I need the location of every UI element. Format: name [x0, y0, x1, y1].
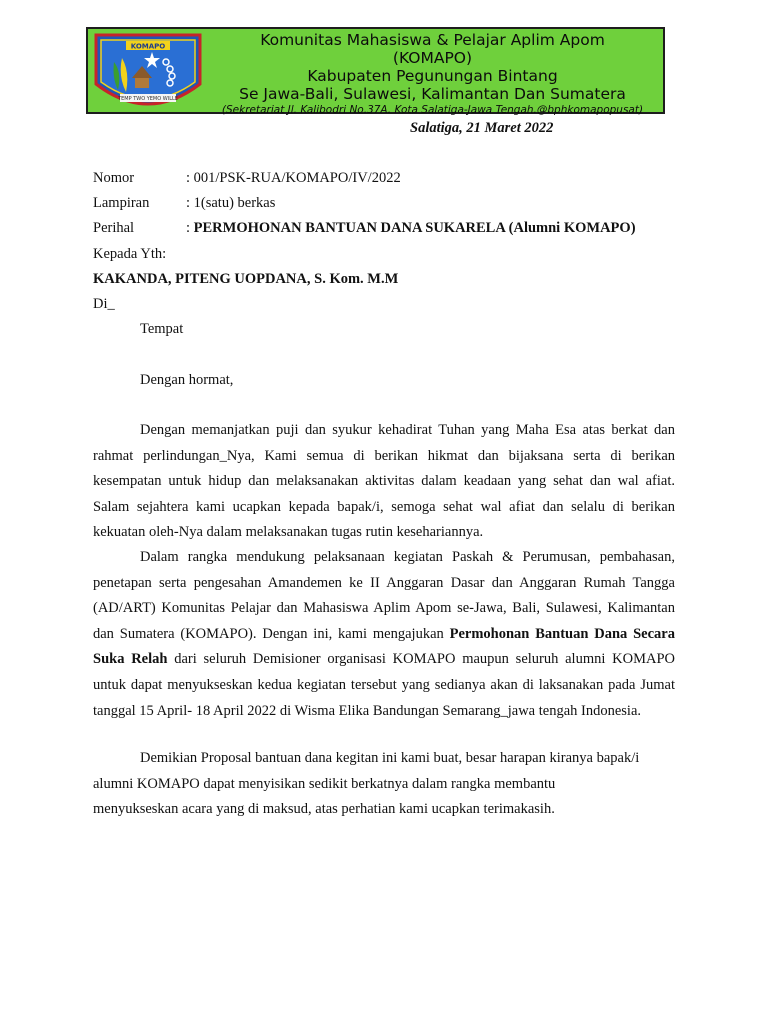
- lampiran-label: Lampiran: [93, 195, 150, 211]
- body-paragraph-1: Dengan memanjatkan puji dan syukur kehadirat Tuhan yang Maha Esa atas berkat dan rahmat perlindungan_Nya, Kami semua di berikan hikmat dan bijaksana serta di berikan kesempatan untuk hidup dan melaksanakan aktivitas dalam keadaan yang sehat dan wal afiat. Salam sejahtera kami ucapkan kepada bapak/i, semoga sehat wal afiat dan selalu di berikan kekuatan oleh-Nya dalam melaksanakan tugas rutin kesehariannya.: [93, 422, 675, 541]
- paragraph-2-text-a: Dalam rangka mendukung pelaksanaan kegiatan Paskah & Perumusan, pembahasan, penetapan serta pengesahan Amandemen ke II Anggaran Dasar dan Anggaran Rumah Tangga (AD/ART) Komunitas Pelajar dan Mahasiswa Aplim Apom se-Jawa, Bali, Sulawesi, Kalimantan dan Sumatera (KOMAPO). Dengan ini, kami mengajukan: [93, 549, 675, 642]
- letter-date: Salatiga, 21 Maret 2022: [410, 120, 554, 136]
- kepada-label: Kepada Yth:: [93, 246, 167, 262]
- nomor-label: Nomor: [93, 170, 135, 186]
- tempat-label: Tempat: [140, 321, 184, 337]
- perihal-row: [186, 220, 636, 237]
- perihal-label: Perihal: [93, 220, 135, 236]
- komapo-logo: [92, 32, 204, 110]
- nomor-value: : 001/PSK-RUA/KOMAPO/IV/2022: [186, 170, 401, 186]
- closing-line-2: alumni KOMAPO dapat menyisikan sedikit berkatnya dalam rangka membantu: [93, 776, 556, 792]
- body-paragraph-2: [93, 545, 675, 724]
- letterhead-banner: [86, 27, 665, 114]
- org-region: Kabupaten Pegunungan Bintang: [307, 67, 558, 85]
- logo-label: KOMAPO: [130, 42, 166, 51]
- recipient-name: KAKANDA, PITENG UOPDANA, S. Kom. M.M: [93, 271, 399, 287]
- logo-motto: TEMP TWO YEMO WILLE: [118, 96, 178, 102]
- greeting: Dengan hormat,: [140, 372, 234, 388]
- org-coverage: Se Jawa-Bali, Sulawesi, Kalimantan Dan Sumatera: [239, 85, 626, 103]
- lampiran-value: : 1(satu) berkas: [186, 195, 276, 211]
- di-label: Di_: [93, 296, 115, 312]
- perihal-value: PERMOHONAN BANTUAN DANA SUKARELA (Alumni KOMAPO): [193, 220, 636, 236]
- org-address: (Sekretariat Jl. Kalibodri No.37A. Kota Salatiga-Jawa Tengah.@bphkomapopusat): [221, 104, 644, 116]
- org-acronym: (KOMAPO): [392, 49, 473, 67]
- perihal-colon: :: [186, 220, 194, 236]
- letterhead-text: [206, 31, 659, 117]
- org-name: Komunitas Mahasiswa & Pelajar Aplim Apom: [260, 31, 605, 49]
- closing-line-1: Demikian Proposal bantuan dana kegitan ini kami buat, besar harapan kiranya bapak/i: [140, 750, 640, 766]
- paragraph-2-text-b: dari seluruh Demisioner organisasi KOMAPO maupun seluruh alumni KOMAPO untuk dapat menyukseskan kedua kegiatan tersebut yang sedianya akan di laksanakan pada Jumat tanggal 15 April- 18 April 2022 di Wisma Elika Bandungan Semarang_jawa tengah Indonesia.: [93, 651, 675, 719]
- paragraph-2-emphasis: Permohonan Bantuan Dana Secara Suka Relah: [93, 625, 675, 668]
- closing-line-3: menyukseskan acara yang di maksud, atas perhatian kami ucapkan terimakasih.: [93, 801, 555, 817]
